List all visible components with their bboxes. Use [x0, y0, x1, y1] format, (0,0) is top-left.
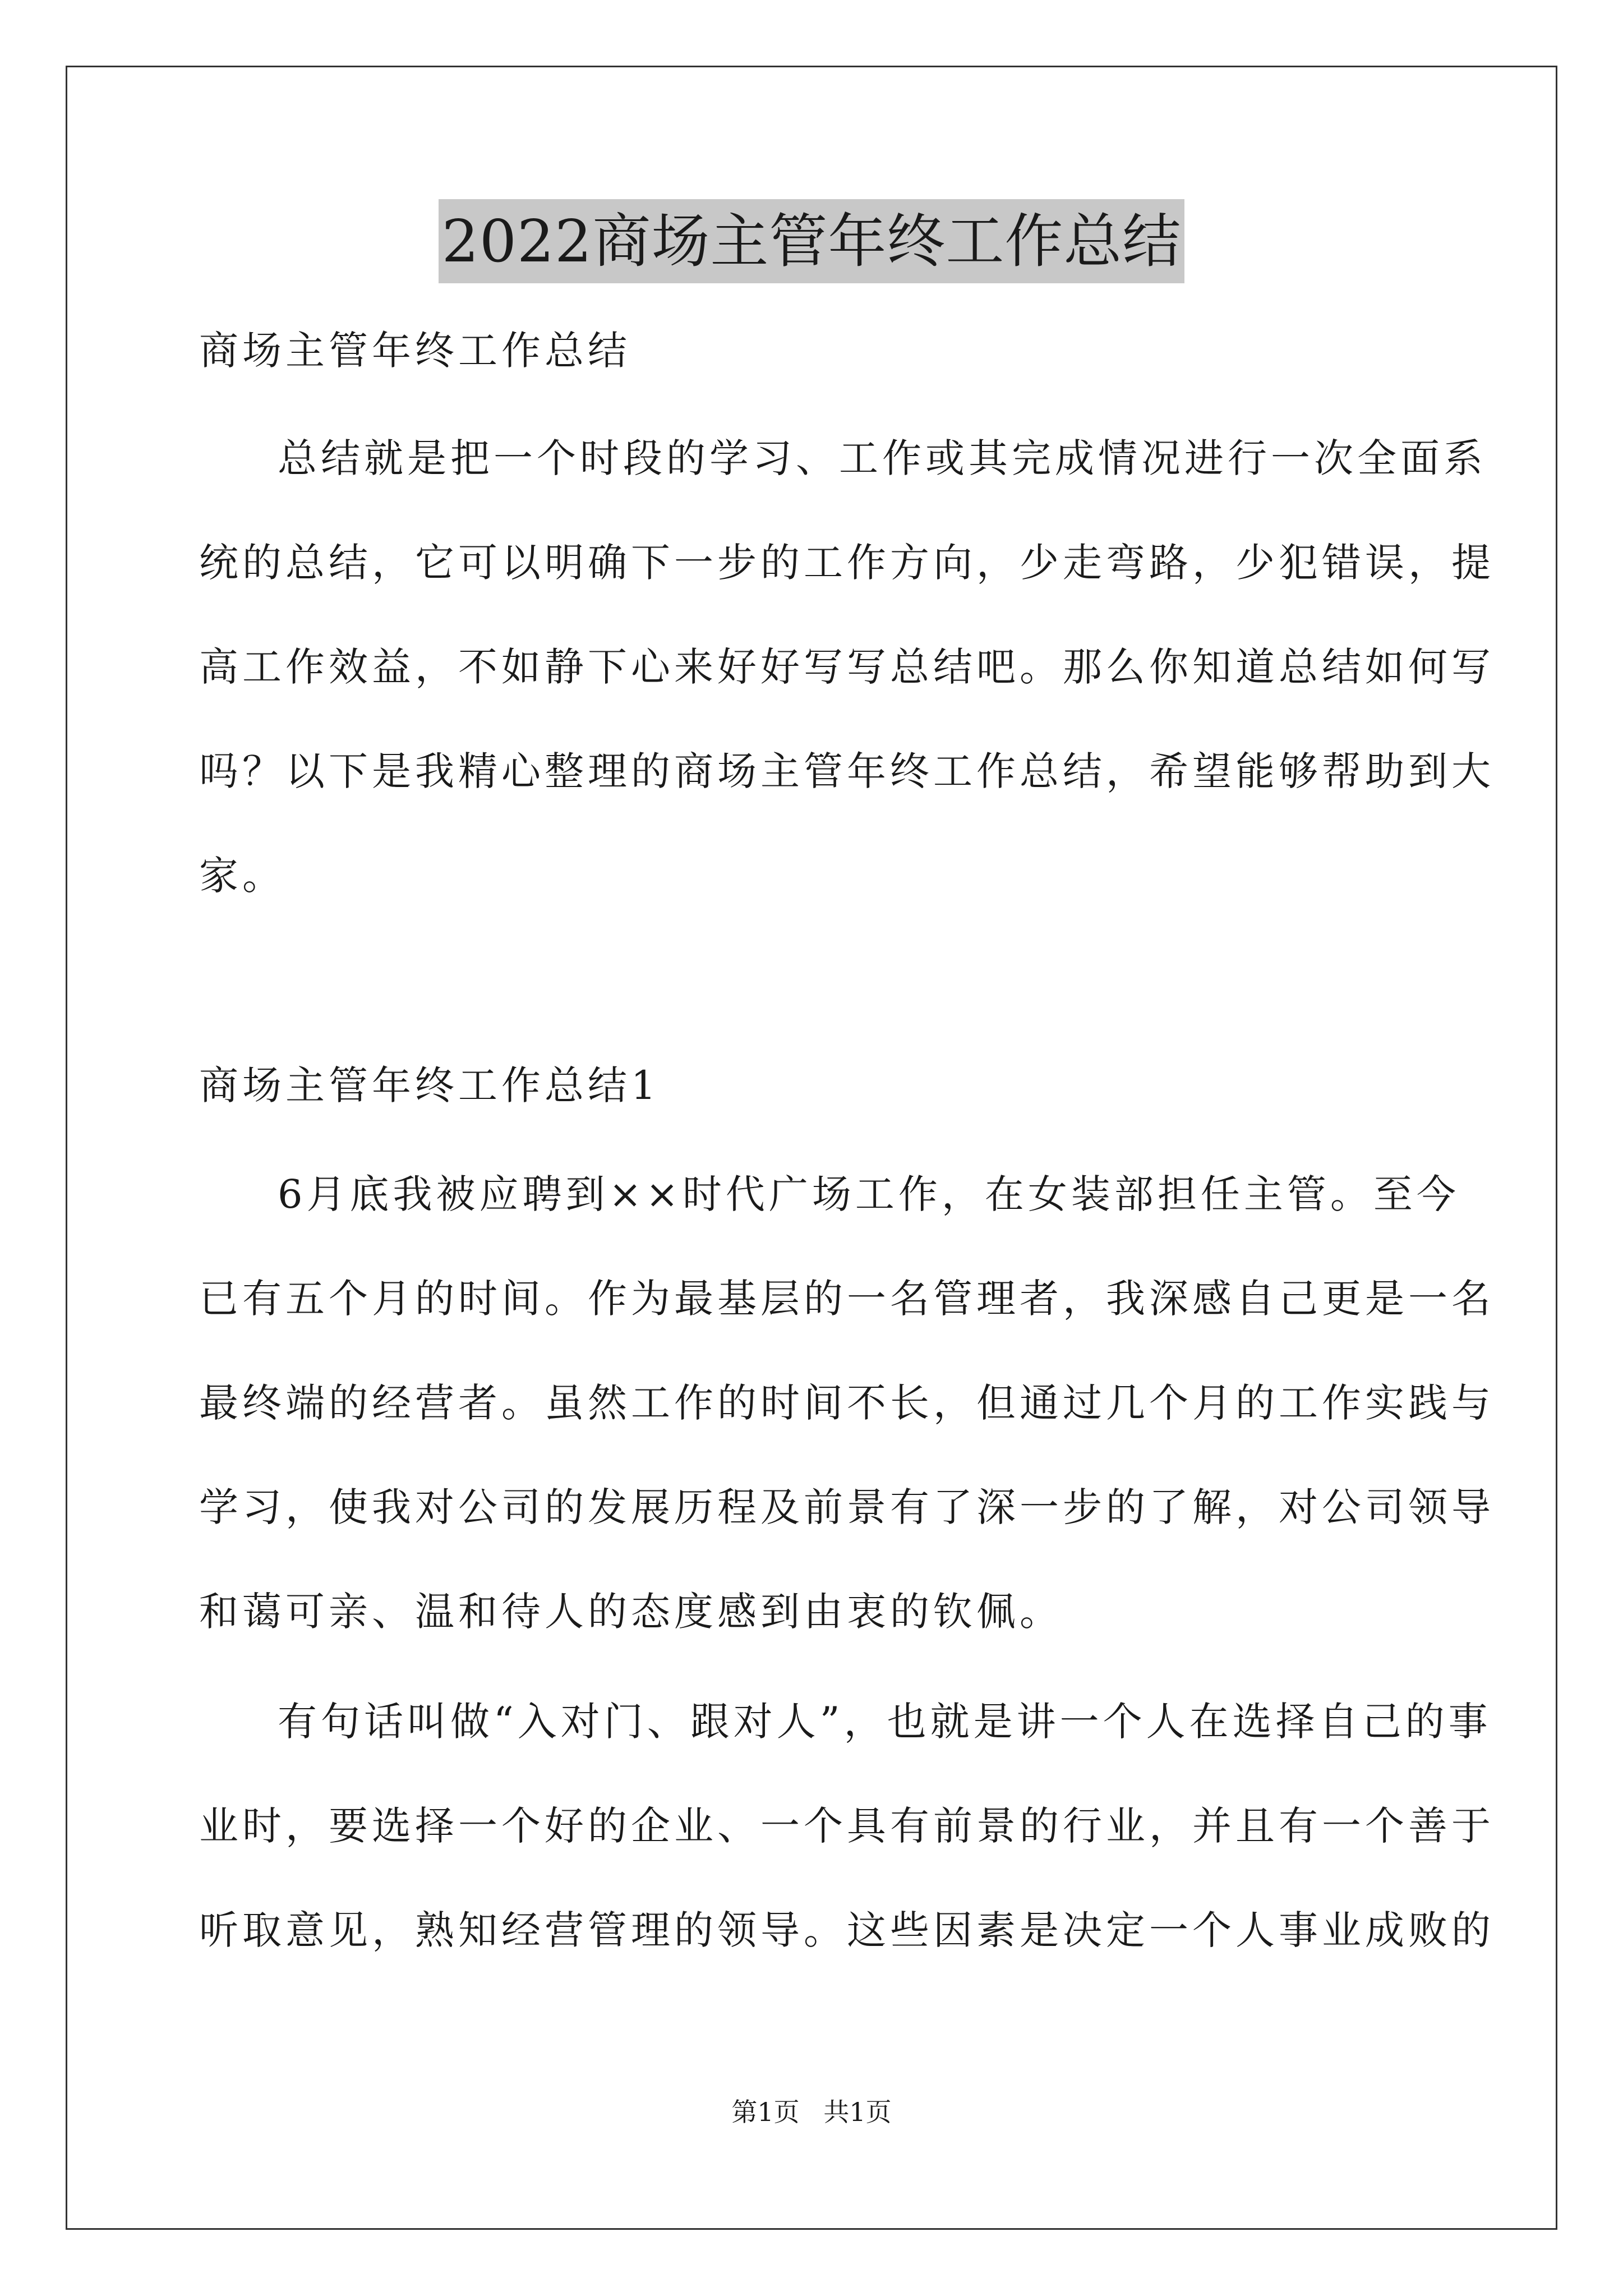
- page-border: [66, 66, 1557, 2230]
- page-footer: [0, 2095, 1623, 2129]
- paragraph-line: 统的总结，它可以明确下一步的工作方向，少走弯路，少犯错误，提: [199, 540, 1495, 586]
- paragraph-line: 听取意见，熟知经营管理的领导。这些因素是决定一个人事业成败的: [199, 1907, 1495, 1953]
- document-title: 2022商场主管年终工作总结: [439, 199, 1185, 283]
- section-heading: 商场主管年终工作总结: [199, 328, 631, 374]
- title-container: [0, 199, 1623, 283]
- section-heading: 商场主管年终工作总结1: [199, 1062, 660, 1108]
- paragraph-line: 有句话叫做“入对门、跟对人”，也就是讲一个人在选择自己的事: [278, 1699, 1492, 1745]
- paragraph-line: 总结就是把一个时段的学习、工作或其完成情况进行一次全面系: [278, 435, 1487, 481]
- paragraph-line: 已有五个月的时间。作为最基层的一名管理者，我深感自己更是一名: [199, 1276, 1495, 1322]
- paragraph-line: 高工作效益，不如静下心来好好写写总结吧。那么你知道总结如何写: [199, 644, 1495, 690]
- paragraph-line: 学习，使我对公司的发展历程及前景有了深一步的了解，对公司领导: [199, 1484, 1495, 1530]
- paragraph-line: 业时，要选择一个好的企业、一个具有前景的行业，并且有一个善于: [199, 1803, 1495, 1849]
- paragraph-line: 最终端的经营者。虽然工作的时间不长，但通过几个月的工作实践与: [199, 1380, 1495, 1426]
- paragraph-line: 6月底我被应聘到××时代广场工作，在女装部担任主管。至今: [278, 1171, 1460, 1217]
- paragraph-line: 和蔼可亲、温和待人的态度感到由衷的钦佩。: [199, 1589, 1063, 1635]
- page-number-total: 共1页: [823, 2097, 892, 2127]
- paragraph-line: 吗？以下是我精心整理的商场主管年终工作总结，希望能够帮助到大: [199, 748, 1495, 794]
- page-number-current: 第1页: [731, 2097, 800, 2127]
- paragraph-line: 家。: [199, 853, 285, 899]
